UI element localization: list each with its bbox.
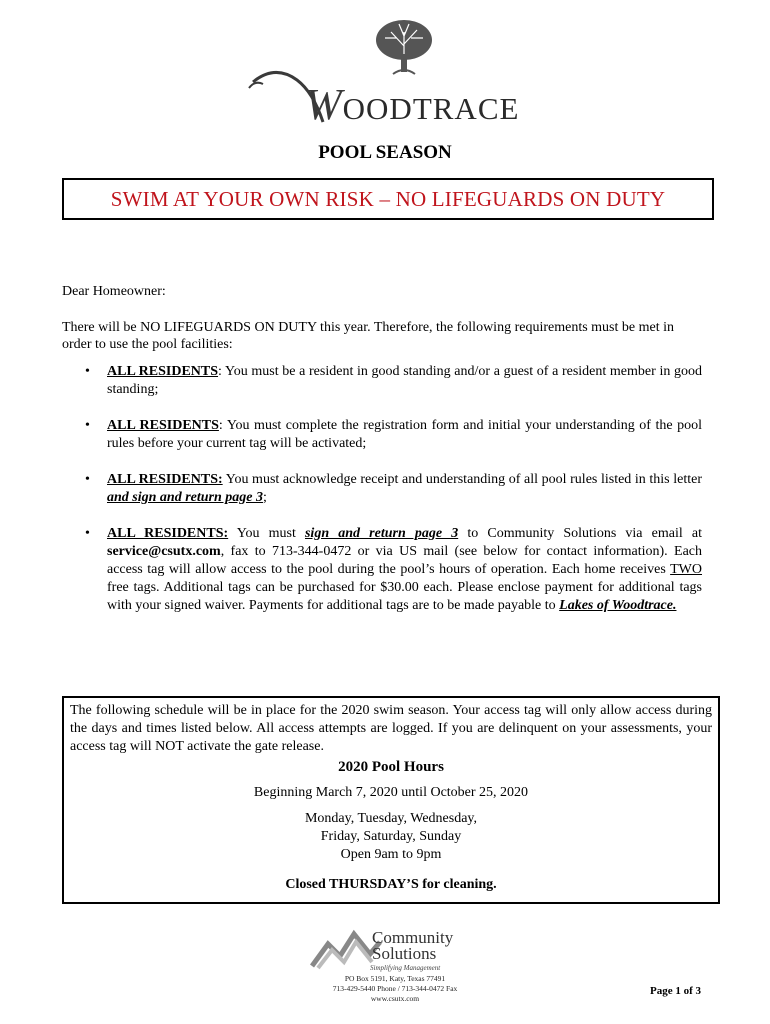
bullet-icon: • xyxy=(85,526,90,541)
website-link[interactable]: www.csutx.com xyxy=(370,994,420,1003)
community-solutions-logo xyxy=(310,924,480,1024)
page-title: POOL SEASON xyxy=(318,142,452,163)
bullet-icon: • xyxy=(85,418,90,433)
schedule-box xyxy=(62,696,720,904)
requirements-list xyxy=(62,363,702,633)
list-item: • ALL RESIDENTS: You must complete the registration form and initial your understanding of the pool rules before your current tag will be activated; xyxy=(85,418,702,451)
hours-title: 2020 Pool Hours xyxy=(338,759,444,775)
list-item: • ALL RESIDENTS: You must be a resident in good standing and/or a guest of a resident member in good standing; xyxy=(85,364,702,397)
closed-notice: Closed THURSDAY’S for cleaning. xyxy=(285,877,497,892)
greeting: Dear Homeowner: xyxy=(62,284,166,299)
intro-paragraph: There will be NO LIFEGUARDS ON DUTY this year. Therefore, the following requirements must be met in order to use the pool facilities: xyxy=(62,320,674,352)
woodtrace-wordmark: WOODTRACE xyxy=(305,80,520,129)
warning-text: SWIM AT YOUR OWN RISK – NO LIFEGUARDS ON DUTY xyxy=(110,186,666,211)
open-time: Open 9am to 9pm xyxy=(340,847,442,862)
email-link[interactable]: service@csutx.com xyxy=(107,544,221,559)
bullet-icon: • xyxy=(85,364,90,379)
list-item: • ALL RESIDENTS: You must acknowledge receipt and understanding of all pool rules listed in this letter and sign and return page 3; xyxy=(85,472,702,505)
season-dates: Beginning March 7, 2020 until October 25, 2020 xyxy=(253,785,529,800)
schedule-intro: The following schedule will be in place for the 2020 swim season. Your access tag will only allow access during the days and times listed below. All access attempts are logged. If you are delinquent on your assessments, your access tag will NOT activate the gate release. xyxy=(70,703,712,754)
company-name: Community Solutions xyxy=(372,928,454,963)
open-days-line2: Friday, Saturday, Sunday xyxy=(320,829,462,844)
company-tagline: Simplifying Management xyxy=(370,964,441,972)
page-number: Page 1 of 3 xyxy=(650,985,702,997)
woodtrace-logo xyxy=(245,18,530,129)
company-contact: PO Box 5191, Katy, Texas 77491 713-429-5440 Phone / 713-344-0472 Fax www.csutx.com xyxy=(310,974,480,1004)
warning-box xyxy=(62,178,714,220)
tree-icon xyxy=(373,18,435,80)
bullet-icon: • xyxy=(85,472,90,487)
open-days-line1: Monday, Tuesday, Wednesday, xyxy=(304,811,478,826)
list-item: • ALL RESIDENTS: You must sign and return page 3 to Community Solutions via email at service@csutx.com, fax to 713-344-0472 or via US mail (see below for contact information). Each access tag will allow access to the pool during the pool’s hours of operation. Each home receives TWO free tags. Additional tags can be purchased for $30.00 each. Please enclose payment for additional tags with your signed waiver. Payments for additional tags are to be made payable to Lakes of Woodtrace. xyxy=(85,526,702,613)
